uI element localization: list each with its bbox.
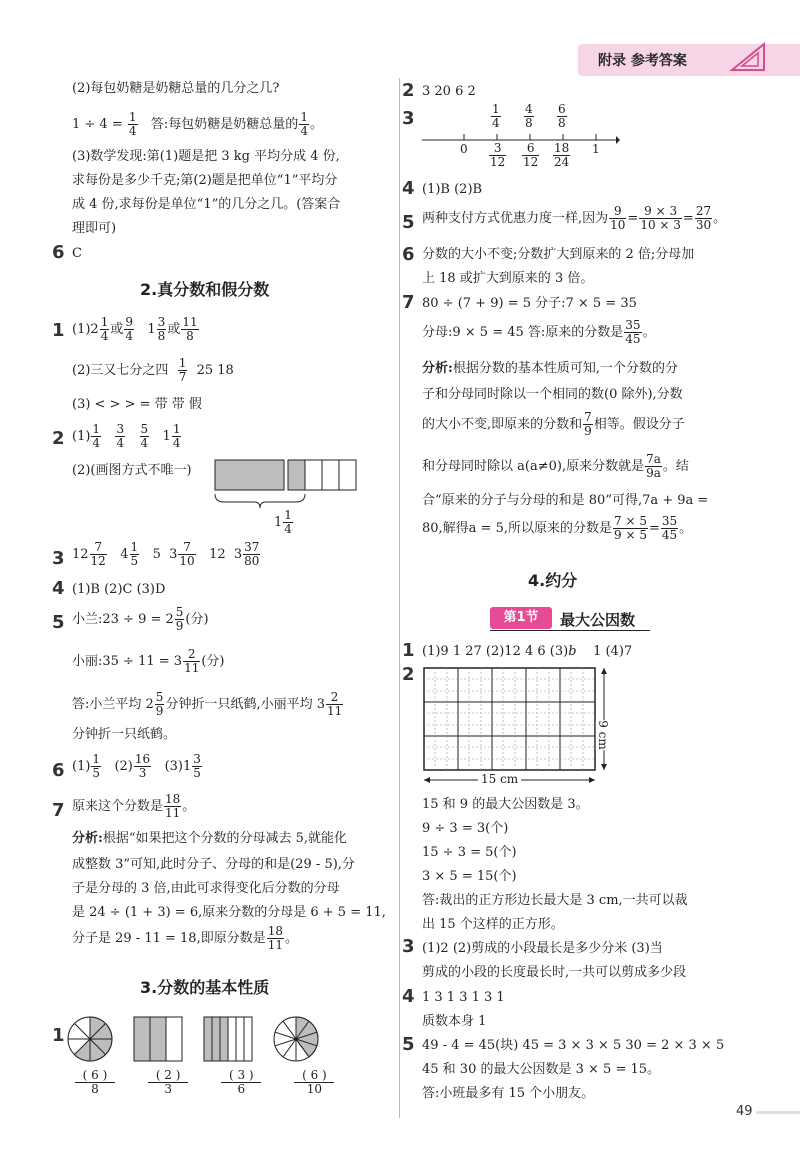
analysis-1d: 是 24 ÷ (1 + 3) = 6,原来分数的分母是 6 + 5 = 11, <box>72 905 386 920</box>
analysis-1e: 分子是 29 - 11 = 18,即原分数是 $\frac{18}{11}$ 。 <box>72 924 299 952</box>
s4-q4a: 1 3 1 3 1 3 1 <box>422 990 505 1005</box>
triangle-ruler-icon <box>728 40 768 74</box>
s2-q5d: 分钟折一只纸鹤。 <box>72 727 177 742</box>
s4-q3b: 剪成的小段的长度最长时,一共可以剪成多少段 <box>422 965 687 980</box>
q1-3c: 成 4 份,求每份是单位“1”的几分之几。(答案合 <box>72 197 341 212</box>
r-analysis-a: 分析:根据分数的基本性质可知,一个分数的分 <box>422 361 678 376</box>
s2-q1-3: (3) < > > = 带 带 假 <box>72 397 202 412</box>
s2-q5a: 小兰:23 ÷ 9 = 2 $\frac{5}{9}$ (分) <box>72 605 209 633</box>
r-q6b: 上 18 或扩大到原来的 3 倍。 <box>422 271 594 286</box>
analysis-1a: 分析:根据“如果把这个分数的分母减去 5,就能化 <box>72 831 347 846</box>
nl-zero: 0 <box>460 142 468 156</box>
s4-q3a: (1)2 (2)剪成的小段最长是多少分米 (3)当 <box>422 941 663 956</box>
r-q4: (1)B (2)B <box>422 182 483 197</box>
grid-height-label: 9 cm <box>595 720 610 750</box>
nl-bottom-labels: 3 12 6 12 18 24 <box>490 141 570 169</box>
section-title-4: 4.约分 <box>528 571 578 590</box>
s4-q2c: 15 ÷ 3 = 5(个) <box>422 845 517 860</box>
r-analysis-f: 80,解得a = 5,所以原来的分数是 $\frac{7 \times 5}{9 \times 5}$ = $\frac{35}{45}$ 。 <box>422 514 693 542</box>
r-analysis-c: 的大小不变,即原来的分数和 $\frac{7}{9}$ 相等。假设分子 <box>422 410 685 438</box>
s4-q2b: 9 ÷ 3 = 3(个) <box>422 821 509 836</box>
s2-q4: (1)B (2)C (3)D <box>72 582 166 597</box>
nl-top-labels: 1 4 4 8 6 8 <box>492 102 566 130</box>
s2-q3: 12 $\frac{7}{12}$ 4 $\frac{1}{5}$ 5 3 $\frac{7}{10}$ 12 3 $\frac{37}{80}$ <box>72 540 260 568</box>
s4-q2a: 15 和 9 的最大公因数是 3。 <box>422 797 589 812</box>
r-q7b: 分母:9 × 5 = 45 答:原来的分数是 $\frac{35}{45}$ 。 <box>422 318 656 346</box>
analysis-1b: 成整数 3”可知,此时分子、分母的和是(29 - 5),分 <box>72 857 355 872</box>
q1-2a: 1 ÷ 4 = <box>72 117 123 132</box>
s2-q2-2: (2)(画图方式不唯一) <box>72 463 192 478</box>
s4-q2e: 答:裁出的正方形边长最大是 3 cm,一共可以裁 <box>422 893 688 908</box>
s2-q2-1: (1) $\frac{1}{4}$ $\frac{3}{4}$ $\frac{5}{4}$ 1 $\frac{1}{4}$ <box>72 422 181 450</box>
s2-q7: 原来这个分数是 $\frac{18}{11}$ 。 <box>72 792 196 820</box>
s3-fractions: $\frac{( 6 )}{8}$ $\frac{( 2 )}{3}$ $\frac{( 3 )}{6}$ $\frac{( 6 )}{10}$ <box>74 1068 335 1098</box>
analysis-1c: 子是分母的 3 倍,由此可求得变化后分数的分母 <box>72 881 340 896</box>
s4-q1: (1)9 1 27 (2)12 4 6 (3)b 1 (4)7 <box>422 644 633 659</box>
q1-3a: (3)数学发现:第(1)题是把 3 kg 平均分成 4 份, <box>72 149 340 164</box>
page-number: 49 <box>736 1104 753 1119</box>
q1-2: (2)每包奶糖是奶糖总量的几分之几? <box>72 81 280 96</box>
s4-q5c: 答:小班最多有 15 个小朋友。 <box>422 1086 595 1101</box>
q1-3b: 求每份是多少千克;第(2)题是把单位“1”平均分 <box>72 173 338 188</box>
q1-2b: 答:每包奶糖是奶糖总量的 <box>150 117 299 132</box>
s2-q6: (1) $\frac{1}{5}$ (2) $\frac{16}{3}$ (3)1 $\frac{3}{5}$ <box>72 752 201 780</box>
s4-q5b: 45 和 30 的最大公因数是 3 × 5 = 15。 <box>422 1062 661 1077</box>
r-q5: 两种支付方式优惠力度一样,因为 $\frac{9}{10}$ = $\frac{9 \times 3}{10 \times 3}$ = $\frac{27}{30}$ 。 <box>422 204 727 232</box>
r-analysis-b: 子和分母同时除以一个相同的数(0 除外),分数 <box>422 387 683 402</box>
r-q2: 3 20 6 2 <box>422 84 476 99</box>
s4-q2f: 出 15 个这样的正方形。 <box>422 917 564 932</box>
section-title-3: 3.分数的基本性质 <box>140 978 270 997</box>
s2-q5b: 小丽:35 ÷ 11 = 3 $\frac{2}{11}$ (分) <box>72 647 225 675</box>
q1-3d: 理即可) <box>72 221 117 236</box>
section-title-2: 2.真分数和假分数 <box>140 280 270 299</box>
section-badge: 第1节 <box>490 607 552 629</box>
s4-q5a: 49 - 4 = 45(块) 45 = 3 × 3 × 5 30 = 2 × 3 × 5 <box>422 1038 725 1053</box>
grid-width-label: 15 cm <box>478 772 521 786</box>
page-number-bar <box>756 1111 800 1114</box>
badge-title: 最大公因数 <box>560 611 636 629</box>
r-q6a: 分数的大小不变;分数扩大到原来的 2 倍;分母加 <box>422 247 695 262</box>
s2-q5c: 答:小兰平均 2 $\frac{5}{9}$ 分钟折一只纸鹤,小丽平均 3 $\frac{2}{11}$ <box>72 690 343 718</box>
q6-answer: C <box>72 246 82 261</box>
r-analysis-d: 和分母同时除以 a(a≠0),原来分数就是 $\frac{7a}{9a}$ 。结 <box>422 452 689 480</box>
badge-underline <box>490 630 650 631</box>
header-label: 附录 参考答案 <box>598 53 687 69</box>
s4-q4b: 质数本身 1 <box>422 1014 487 1029</box>
diagram-label: 1 $\frac{1}{4}$ <box>274 508 292 536</box>
circle-bar-diagrams <box>66 1012 366 1068</box>
r-q7a: 80 ÷ (7 + 9) = 5 分子:7 × 5 = 35 <box>422 296 637 311</box>
s4-q2d: 3 × 5 = 15(个) <box>422 869 517 884</box>
s2-q1-1: (1)2 $\frac{1}{4}$ 或 $\frac{9}{4}$ 1 $\frac{3}{8}$ 或 $\frac{11}{8}$ <box>72 315 198 343</box>
s2-q1-2: (2)三又七分之四 $\frac{1}{7}$ 25 18 <box>72 356 234 384</box>
nl-one: 1 <box>592 142 600 156</box>
column-divider <box>399 78 400 1118</box>
r-analysis-e: 合“原来的分子与分母的和是 80”可得,7a + 9a = <box>422 493 709 508</box>
